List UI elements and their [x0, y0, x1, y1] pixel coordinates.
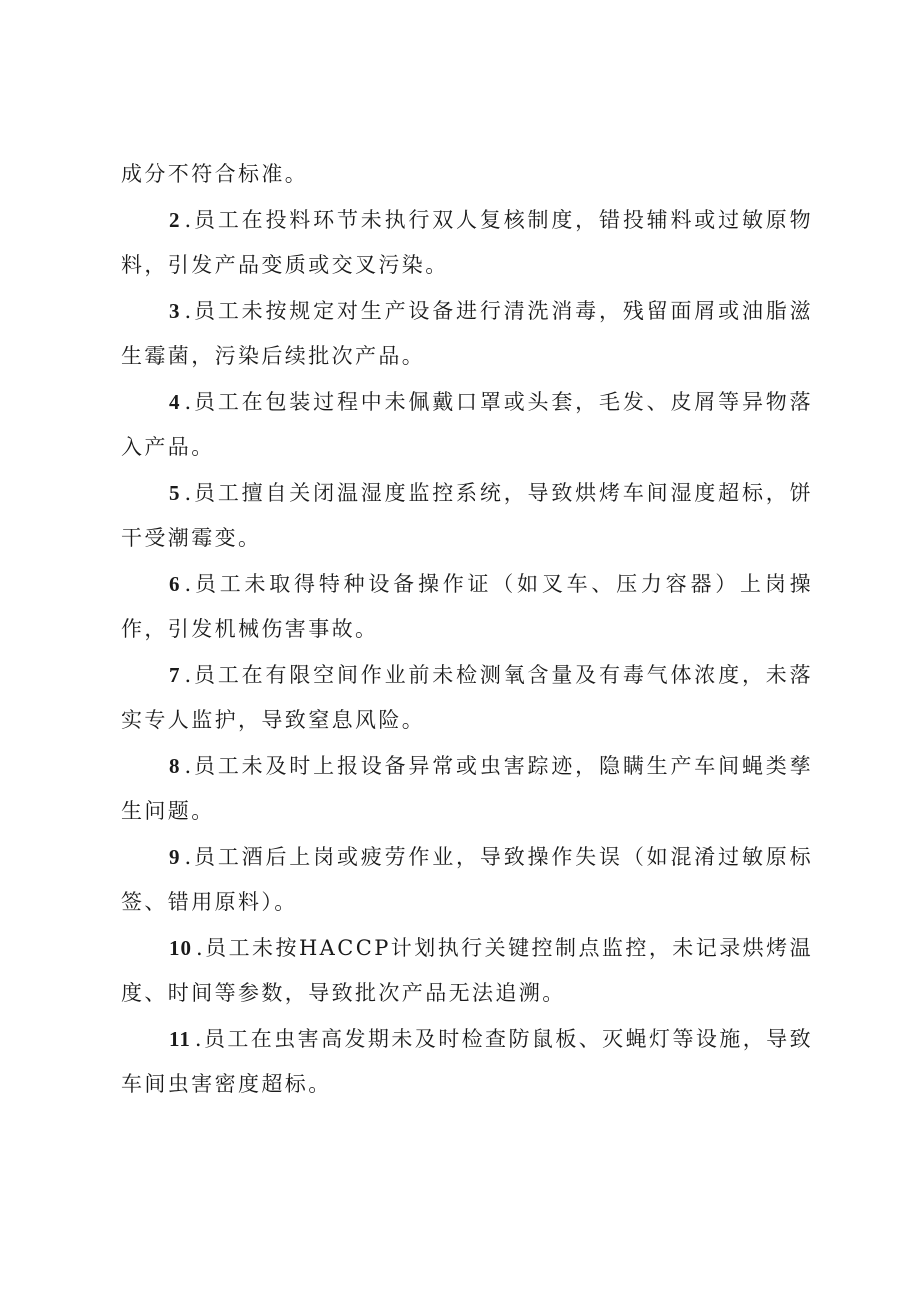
list-item-11 — [121, 1017, 813, 1108]
paragraph-text: .员工在包装过程中未佩戴口罩或头套，毛发、皮屑等异物落入产品。 — [121, 389, 813, 459]
list-item-3 — [121, 289, 813, 380]
list-item-7 — [121, 653, 813, 744]
list-item-8 — [121, 744, 813, 835]
list-number: 11 — [169, 1026, 191, 1051]
document-body — [121, 152, 813, 1108]
paragraph-text: .员工酒后上岗或疲劳作业，导致操作失误（如混淆过敏原标签、错用原料）。 — [121, 844, 813, 914]
paragraph-text: .员工未取得特种设备操作证（如叉车、压力容器）上岗操作，引发机械伤害事故。 — [121, 571, 813, 641]
paragraph-text: .员工在投料环节未执行双人复核制度，错投辅料或过敏原物料，引发产品变质或交叉污染。 — [121, 207, 813, 277]
paragraph-text: 成分不符合标准。 — [121, 162, 309, 186]
list-item-10 — [121, 926, 813, 1017]
list-item-5 — [121, 471, 813, 562]
paragraph-text: .员工在虫害高发期未及时检查防鼠板、灭蝇灯等设施，导致车间虫害密度超标。 — [121, 1026, 813, 1096]
list-number: 8 — [169, 753, 181, 778]
list-number: 3 — [169, 298, 181, 323]
paragraph-text: .员工未按HACCP计划执行关键控制点监控，未记录烘烤温度、时间等参数，导致批次产品无法追溯。 — [121, 935, 813, 1005]
list-number: 5 — [169, 480, 181, 505]
paragraph-continuation — [121, 152, 813, 198]
list-item-4 — [121, 380, 813, 471]
paragraph-text: .员工未及时上报设备异常或虫害踪迹，隐瞒生产车间蝇类孳生问题。 — [121, 753, 813, 823]
list-number: 2 — [169, 207, 181, 232]
paragraph-text: .员工擅自关闭温湿度监控系统，导致烘烤车间湿度超标，饼干受潮霉变。 — [121, 480, 813, 550]
list-number: 10 — [169, 935, 192, 960]
list-item-6 — [121, 562, 813, 653]
list-number: 4 — [169, 389, 181, 414]
list-item-9 — [121, 835, 813, 926]
list-number: 9 — [169, 844, 181, 869]
list-number: 6 — [169, 571, 181, 596]
list-item-2 — [121, 198, 813, 289]
list-number: 7 — [169, 662, 181, 687]
paragraph-text: .员工在有限空间作业前未检测氧含量及有毒气体浓度，未落实专人监护，导致窒息风险。 — [121, 662, 813, 732]
paragraph-text: .员工未按规定对生产设备进行清洗消毒，残留面屑或油脂滋生霉菌，污染后续批次产品。 — [121, 298, 813, 368]
